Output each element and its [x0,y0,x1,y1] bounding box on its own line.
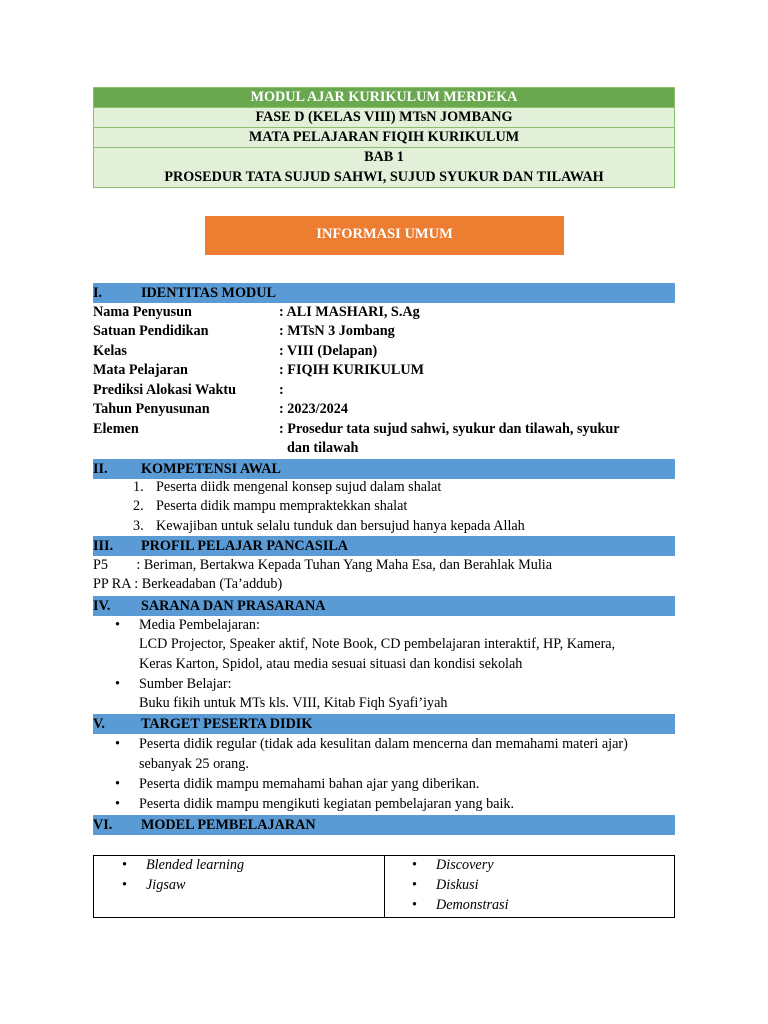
section-kompetensi-header [93,459,675,479]
section-title: MODEL PEMBELAJARAN [141,817,316,833]
list-number: 3. [133,518,144,534]
identitas-key: Tahun Penyusunan [93,401,210,417]
list-text: Media Pembelajaran: [139,617,260,633]
list-text: Peserta didik mampu memahami bahan ajar yang diberikan. [139,776,480,792]
section-target-header [93,714,675,734]
bullet-icon: • [412,857,417,873]
section-sarana-header [93,596,675,616]
list-text: Peserta didik mampu mengikuti kegiatan pembelajaran yang baik. [139,796,515,812]
section-number: II. [93,461,108,477]
list-text: Buku fikih untuk MTs kls. VIII, Kitab Fiqh Syafi’iyah [139,695,448,711]
title-table [93,87,675,188]
list-text: Peserta diidk mengenal konsep sujud dalam shalat [156,479,442,495]
model-label: Discovery [436,857,494,873]
bullet-icon: • [115,617,120,633]
identitas-value: : MTsN 3 Jombang [279,323,395,339]
title-line-3: MATA PELAJARAN FIQIH KURIKULUM [94,128,674,148]
identitas-value: : FIQIH KURIKULUM [279,362,425,378]
section-title: IDENTITAS MODUL [141,285,276,301]
identitas-key: Mata Pelajaran [93,362,188,378]
identitas-key: Satuan Pendidikan [93,323,209,339]
list-text: Peserta didik mampu mempraktekkan shalat [156,498,408,514]
list-text: Sumber Belajar: [139,676,232,692]
bullet-icon: • [115,736,120,752]
section-title: PROFIL PELAJAR PANCASILA [141,538,349,554]
bullet-icon: • [122,877,127,893]
identitas-key: Prediksi Alokasi Waktu [93,382,236,398]
bullet-icon: • [115,796,120,812]
title-chapter [94,148,674,187]
identitas-value: dan tilawah [287,440,359,456]
model-label: Blended learning [146,857,245,873]
section-number: IV. [93,598,111,614]
title-line-2: FASE D (KELAS VIII) MTsN JOMBANG [94,108,674,128]
identitas-key: Elemen [93,421,139,437]
section-model-header [93,815,675,835]
bullet-icon: • [115,676,120,692]
section-title: TARGET PESERTA DIDIK [141,716,313,732]
profil-ppra: PP RA : Berkeadaban (Ta’addub) [93,576,283,592]
model-label: Jigsaw [146,877,186,893]
bullet-icon: • [122,857,127,873]
list-number: 2. [133,498,144,514]
section-number: V. [93,716,105,732]
model-column-right [384,856,674,917]
bullet-icon: • [412,897,417,913]
list-text: LCD Projector, Speaker aktif, Note Book, CD pembelajaran interaktif, HP, Kamera, [139,636,616,652]
section-number: III. [93,538,114,554]
section-title: SARANA DAN PRASARANA [141,598,326,614]
profil-p5: P5 : Beriman, Bertakwa Kepada Tuhan Yang Maha Esa, dan Berahlak Mulia [93,557,553,573]
bullet-icon: • [115,776,120,792]
document-page [93,87,675,913]
identitas-value: : VIII (Delapan) [279,343,378,359]
section-identitas-header [93,283,675,303]
identitas-key: Nama Penyusun [93,304,192,320]
list-text: Peserta didik regular (tidak ada kesulitan dalam mencerna dan memahami materi ajar) [139,736,628,752]
identitas-value: : Prosedur tata sujud sahwi, syukur dan tilawah, syukur [279,421,620,437]
info-umum-banner: INFORMASI UMUM [205,216,564,255]
title-line-5: PROSEDUR TATA SUJUD SAHWI, SUJUD SYUKUR DAN TILAWAH [164,168,604,185]
identitas-value: : ALI MASHARI, S.Ag [279,304,420,320]
title-line-4: BAB 1 [364,149,404,165]
identitas-value: : [279,382,284,398]
list-text: Kewajiban untuk selalu tunduk dan bersujud hanya kepada Allah [156,518,525,534]
model-label: Demonstrasi [436,897,509,913]
model-column-left [94,856,385,917]
model-label: Diskusi [436,877,479,893]
title-line-1: MODUL AJAR KURIKULUM MERDEKA [94,88,674,108]
model-table [93,855,675,918]
identitas-value: : 2023/2024 [279,401,348,417]
bullet-icon: • [412,877,417,893]
section-title: KOMPETENSI AWAL [141,461,281,477]
section-number: VI. [93,817,113,833]
identitas-key: Kelas [93,343,127,359]
list-text: Keras Karton, Spidol, atau media sesuai situasi dan kondisi sekolah [139,656,523,672]
list-number: 1. [133,479,144,495]
list-text: sebanyak 25 orang. [139,756,249,772]
section-number: I. [93,285,103,301]
section-profil-header [93,536,675,556]
